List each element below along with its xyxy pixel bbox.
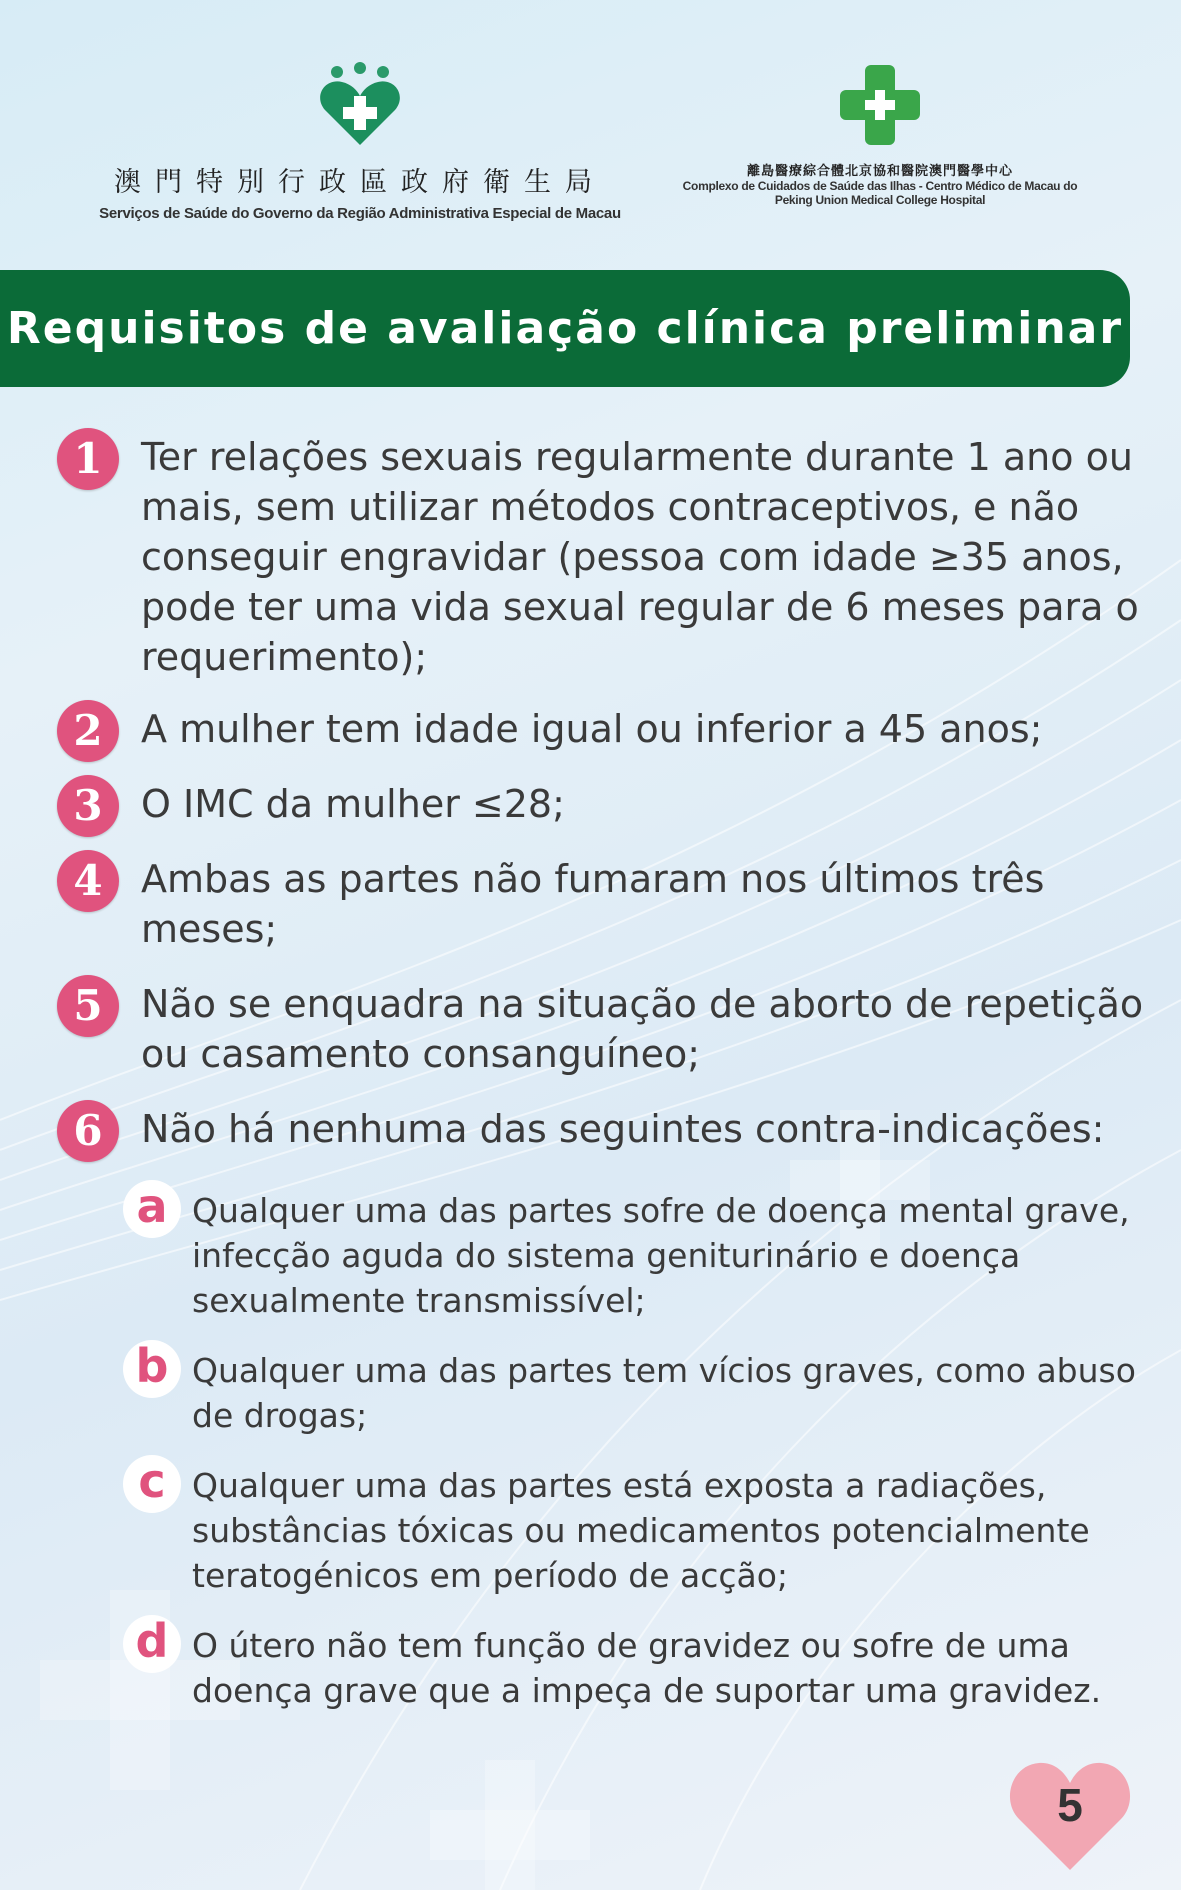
- health-bureau-logo: [70, 60, 650, 222]
- letter-badge: d: [123, 1615, 181, 1673]
- number-badge: 5: [57, 975, 119, 1037]
- sub-item-text: O útero não tem função de gravidez ou sofre de uma doença grave que a impeça de suportar uma gravidez.: [192, 1626, 1102, 1710]
- item-text: Ter relações sexuais regularmente durante 1 ano ou mais, sem utilizar métodos contraceptivos, e não conseguir engravidar (pessoa com idade ≥35 anos, pode ter uma vida sexual regular de 6 meses para o requerimento);: [141, 435, 1139, 679]
- header: [0, 0, 1181, 250]
- letter-badge: b: [123, 1340, 181, 1398]
- medical-complex-logo: [660, 60, 1100, 207]
- number-badge: 2: [57, 700, 119, 762]
- item-text: Ambas as partes não fumaram nos últimos três meses;: [141, 857, 1045, 951]
- number-badge: 1: [57, 428, 119, 490]
- sub-item-text: Qualquer uma das partes tem vícios graves, como abuso de drogas;: [192, 1351, 1136, 1435]
- page-title: Requisitos de avaliação clínica preliminar: [6, 303, 1124, 354]
- number-badge: 6: [57, 1100, 119, 1162]
- green-cross-logo-icon: [835, 60, 925, 150]
- title-banner: [0, 270, 1130, 387]
- letter-badge: c: [123, 1455, 181, 1513]
- heart-cross-logo-icon: [315, 60, 405, 150]
- logo2-portuguese-line: Complexo de Cuidados de Saúde das Ilhas - Centro Médico de Macau do: [682, 179, 1078, 193]
- logo2-chinese-name: 離島醫療綜合體北京協和醫院澳門醫學中心: [746, 164, 1013, 179]
- sub-item-text: Qualquer uma das partes sofre de doença mental grave, infecção aguda do sistema geniturinário e doença sexualmente transmissível;: [192, 1191, 1130, 1320]
- page-number: 5: [1057, 1779, 1083, 1831]
- item-text: A mulher tem idade igual ou inferior a 45 anos;: [141, 707, 1043, 751]
- item-text: Não há nenhuma das seguintes contra-indicações:: [141, 1107, 1105, 1151]
- logo2-english-line: Peking Union Medical College Hospital: [774, 193, 986, 207]
- sub-item-text: Qualquer uma das partes está exposta a radiações, substâncias tóxicas ou medicamentos potencialmente teratogénicos em período de acção;: [192, 1466, 1090, 1595]
- letter-badge: a: [123, 1180, 181, 1238]
- logo1-chinese-name: 澳門特別行政區政府衛生局: [114, 167, 606, 198]
- number-badge: 3: [57, 775, 119, 837]
- logo1-portuguese-name: Serviços de Saúde do Governo da Região Administrativa Especial de Macau: [99, 205, 621, 222]
- item-text: Não se enquadra na situação de aborto de repetição ou casamento consanguíneo;: [141, 982, 1144, 1076]
- number-badge: 4: [57, 850, 119, 912]
- item-text: O IMC da mulher ≤28;: [141, 782, 565, 826]
